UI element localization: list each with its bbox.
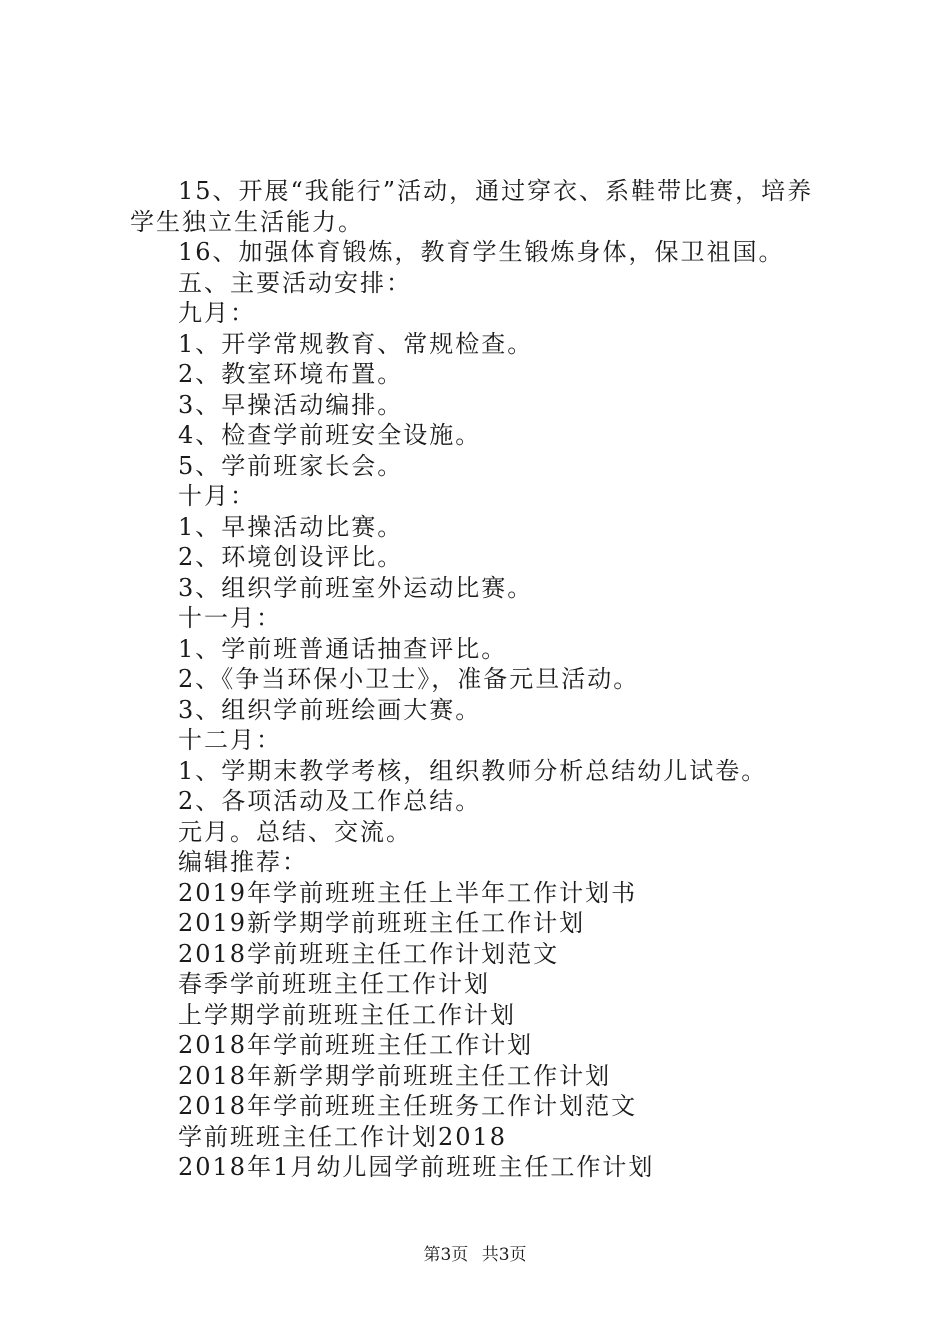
recommended-link-3[interactable]: 2018学前班班主任工作计划范文 (178, 939, 560, 968)
document-body (130, 176, 835, 1183)
recommended-link-6[interactable]: 2018年学前班班主任工作计划 (178, 1031, 534, 1059)
recommended-link-8[interactable]: 2018年学前班班主任班务工作计划范文 (178, 1092, 638, 1120)
december-item-1: 1、学期末教学考核，组织教师分析总结幼儿试卷。 (178, 756, 768, 785)
september-item-2: 2、教室环境布置。 (178, 360, 404, 388)
section-heading-activities: 五、主要活动安排： (178, 268, 412, 297)
month-heading-september: 九月： (178, 299, 256, 327)
month-heading-november: 十一月： (178, 604, 282, 632)
november-item-1: 1、学前班普通话抽查评比。 (178, 634, 508, 663)
september-item-3: 3、早操活动编排。 (178, 390, 404, 419)
december-item-2: 2、各项活动及工作总结。 (178, 787, 482, 815)
recommended-link-10[interactable]: 2018年1月幼儿园学前班班主任工作计划 (178, 1153, 655, 1181)
october-item-2: 2、环境创设评比。 (178, 543, 404, 571)
page-number: 第3页 (423, 1245, 469, 1265)
november-item-3: 3、组织学前班绘画大赛。 (178, 695, 482, 724)
september-item-5: 5、学前班家长会。 (178, 451, 404, 480)
month-heading-december: 十二月： (178, 726, 282, 754)
recommended-heading: 编辑推荐： (178, 848, 308, 876)
month-heading-october: 十月： (178, 482, 256, 510)
recommended-link-9[interactable]: 学前班班主任工作计划2018 (178, 1122, 508, 1151)
recommended-link-7[interactable]: 2018年新学期学前班班主任工作计划 (178, 1061, 612, 1090)
september-item-1: 1、开学常规教育、常规检查。 (178, 329, 534, 358)
recommended-link-2[interactable]: 2019新学期学前班班主任工作计划 (178, 909, 586, 937)
recommended-link-5[interactable]: 上学期学前班班主任工作计划 (178, 1000, 516, 1029)
october-item-3: 3、组织学前班室外运动比赛。 (178, 573, 534, 602)
november-item-2: 2、《争当环保小卫士》，准备元旦活动。 (178, 665, 640, 693)
page-total: 共3页 (481, 1245, 527, 1265)
month-january-summary: 元月。总结、交流。 (178, 817, 412, 846)
september-item-4: 4、检查学前班安全设施。 (178, 421, 482, 449)
october-item-1: 1、早操活动比赛。 (178, 512, 404, 541)
item-16-paragraph: 16、加强体育锻炼，教育学生锻炼身体，保卫祖国。 (178, 238, 785, 266)
item-15-paragraph: 15、开展“我能行”活动，通过穿衣、系鞋带比赛，培养学生独立生活能力。 (130, 177, 814, 236)
page-footer (0, 1243, 950, 1267)
recommended-link-1[interactable]: 2019年学前班班主任上半年工作计划书 (178, 878, 638, 907)
recommended-link-4[interactable]: 春季学前班班主任工作计划 (178, 970, 490, 998)
